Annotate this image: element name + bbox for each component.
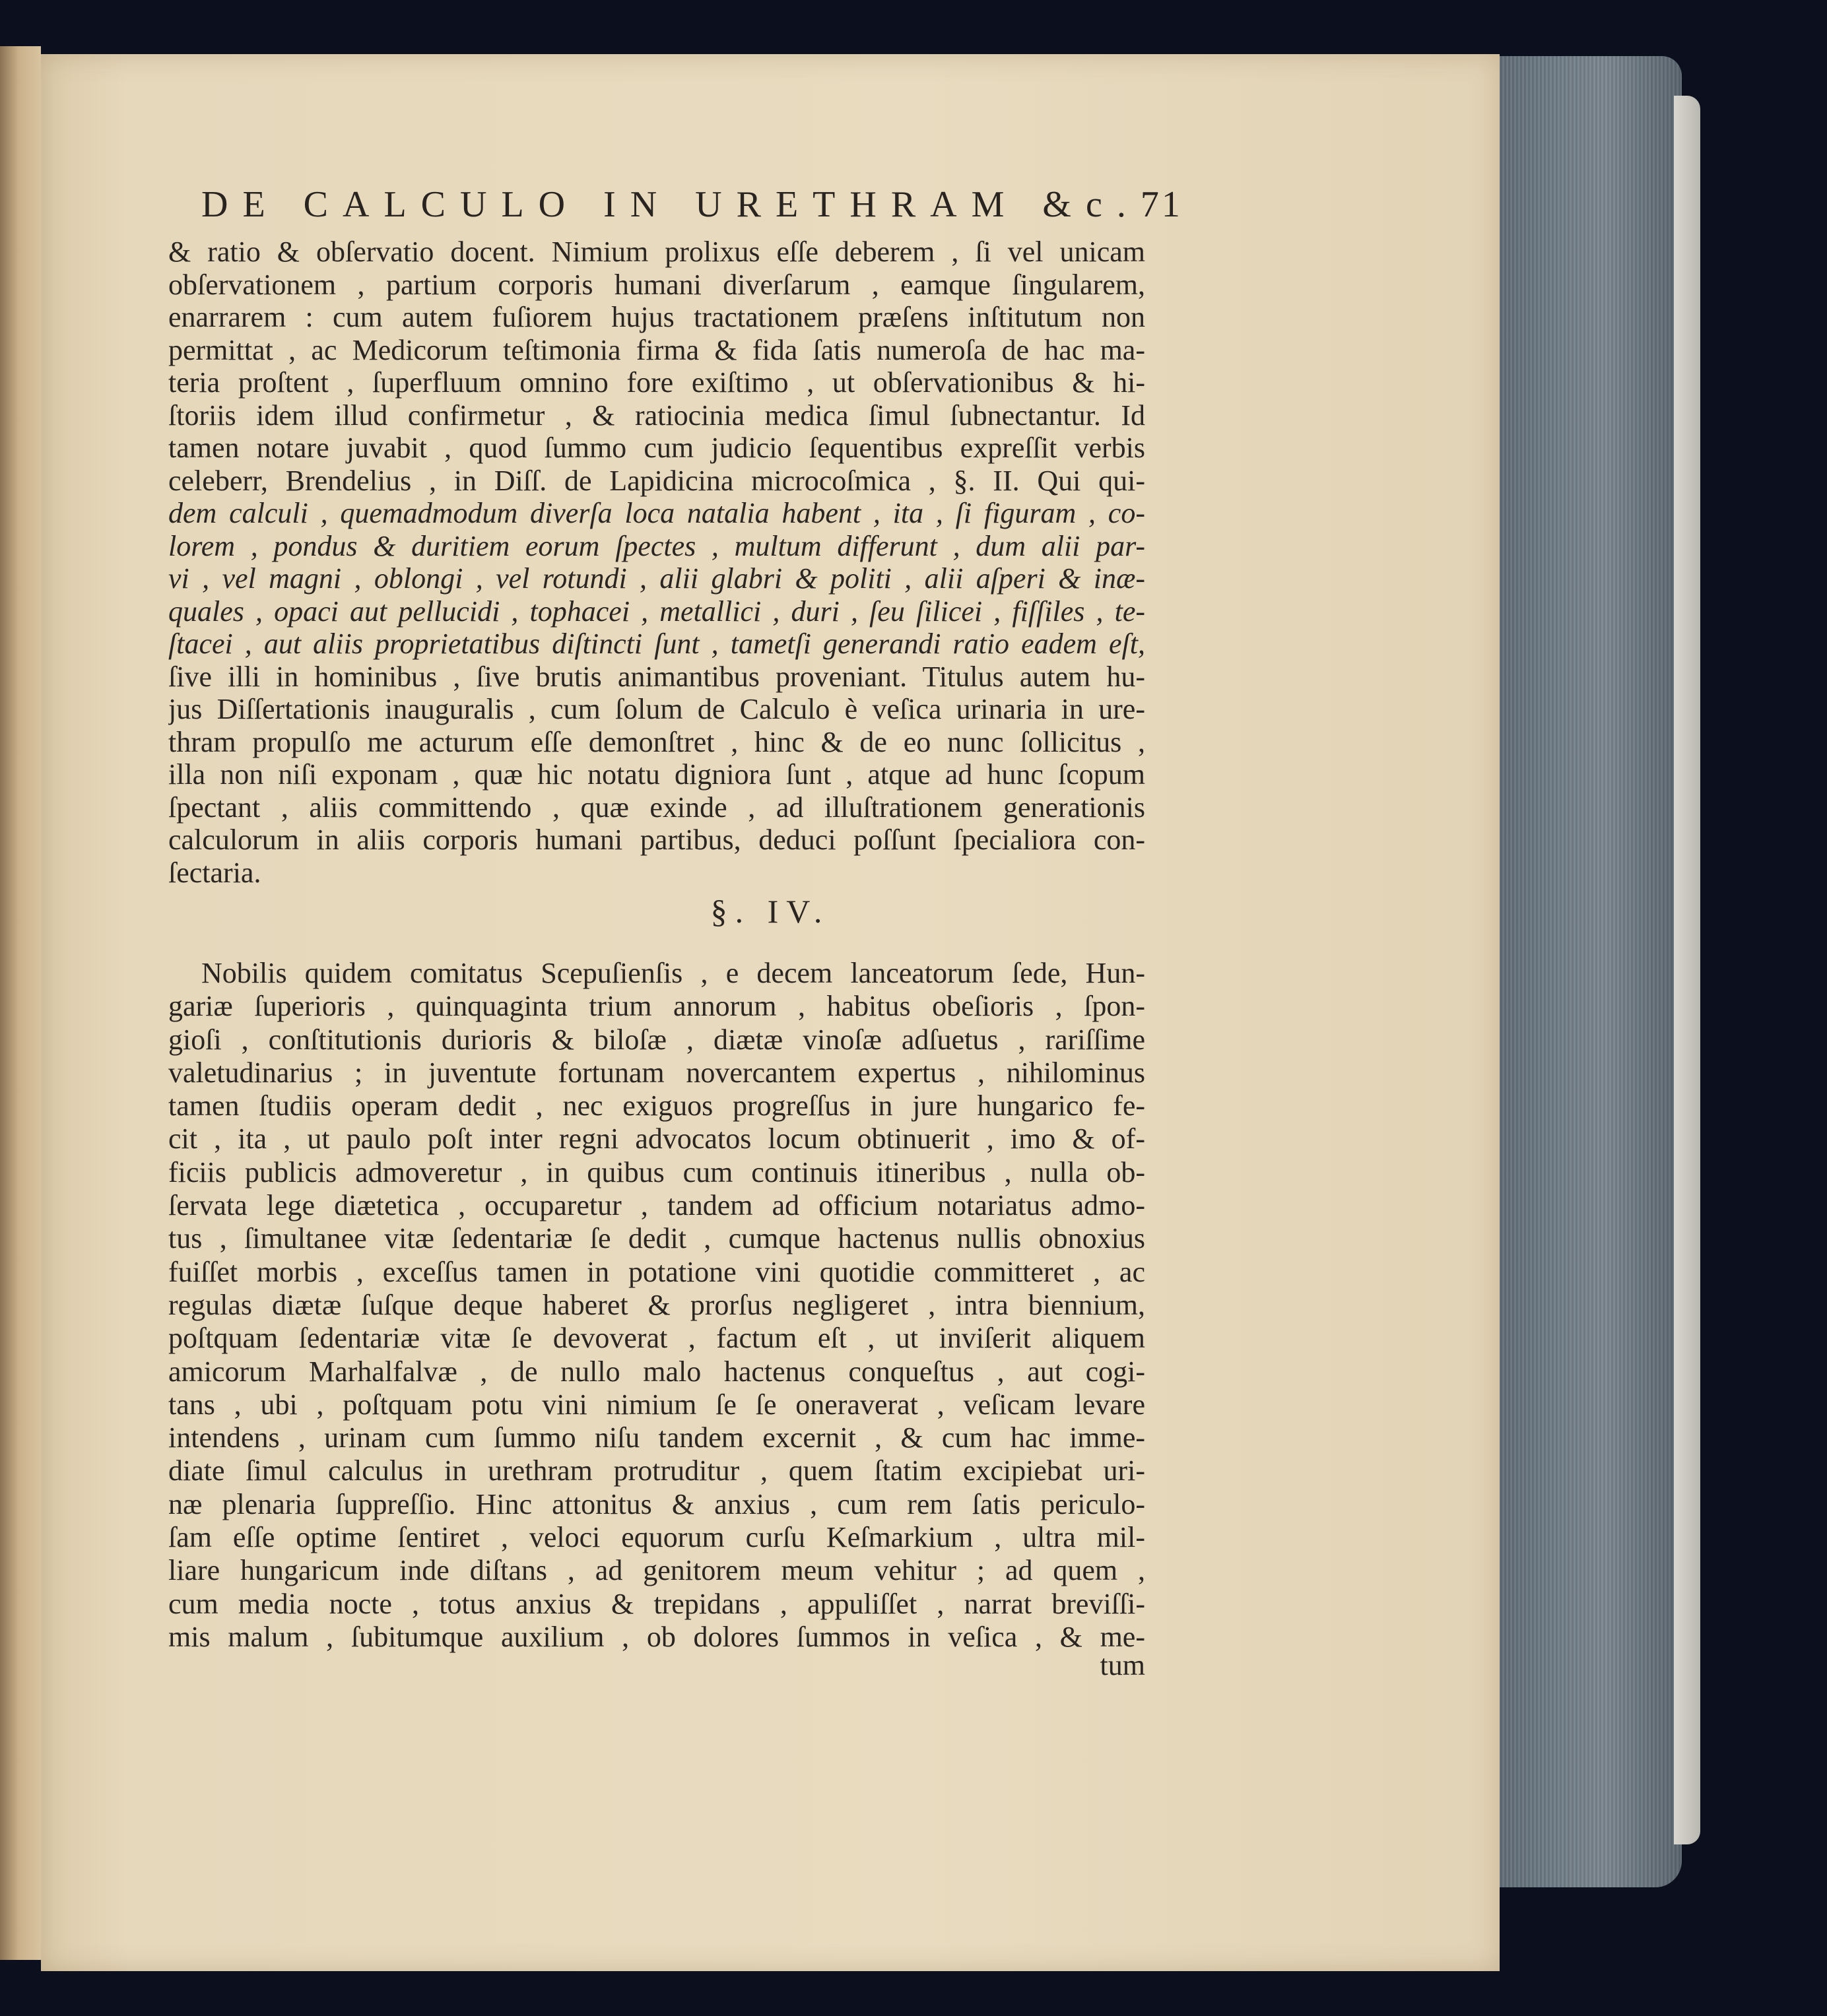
text-line: næ plenaria ſuppreſſio. Hinc attonitus & anxius , cum rem ſatis periculo-	[168, 1487, 1145, 1520]
catchword: tum	[1100, 1649, 1145, 1681]
text-line: poſtquam ſedentariæ vitæ ſe devoverat , factum eſt , ut inviſerit aliquem	[168, 1322, 1145, 1355]
text-line: intendens , urinam cum ſummo niſu tandem excernit , & cum hac imme-	[168, 1421, 1145, 1454]
text-line: vi , vel magni , oblongi , vel rotundi , alii glabri & politi , alii aſperi & inæ-	[168, 562, 1145, 595]
text-line: valetudinarius ; in juventute fortunam novercantem expertus , nihilominus	[168, 1056, 1145, 1089]
running-header	[201, 183, 1183, 230]
text-line: ſtoriis idem illud confirmetur , & ratiocinia medica ſimul ſubnectantur. Id	[168, 399, 1145, 432]
text-line: calculorum in aliis corporis humani partibus, deduci poſſunt ſpecialiora con-	[168, 824, 1145, 856]
text-line: gariæ ſuperioris , quinquaginta trium annorum , habitus obeſioris , ſpon-	[168, 990, 1145, 1023]
paragraph-2	[168, 957, 1145, 1654]
text-line: thram propulſo me acturum eſſe demonſtret , hinc & de eo nunc ſollicitus ,	[168, 725, 1145, 758]
text-line: fuiſſet morbis , exceſſus tamen in potatione vini quotidie committeret , ac	[168, 1255, 1145, 1288]
text-line: mis malum , ſubitumque auxilium , ob dolores ſummos in veſica , & me-	[168, 1620, 1145, 1653]
text-line: liare hungaricum inde diſtans , ad genitorem meum vehitur ; ad quem ,	[168, 1554, 1145, 1587]
text-line: ſive illi in hominibus , ſive brutis animantibus proveniant. Titulus autem hu-	[168, 660, 1145, 693]
text-line: amicorum Marhalfalvæ , de nullo malo hactenus conqueſtus , aut cogi-	[168, 1355, 1145, 1388]
text-line: Nobilis quidem comitatus Scepuſienſis , e decem lanceatorum ſede, Hun-	[201, 957, 1145, 989]
text-line: regulas diætæ ſuſque deque haberet & prorſus negligeret , intra biennium,	[168, 1288, 1145, 1321]
text-line: ſam eſſe optime ſentiret , veloci equorum curſu Keſmarkium , ultra mil-	[168, 1521, 1145, 1554]
section-heading: §. IV.	[710, 893, 830, 930]
previous-page-edge	[0, 46, 41, 1960]
text-line: obſervationem , partium corporis humani diverſarum , eamque ſingularem,	[168, 268, 1145, 301]
paragraph-1	[168, 236, 1145, 889]
text-line: ſpectant , aliis committendo , quæ exinde , ad illuſtrationem generationis	[168, 791, 1145, 824]
text-line: illa non niſi exponam , quæ hic notatu digniora ſunt , atque ad hunc ſcopum	[168, 758, 1145, 791]
text-line: quales , opaci aut pellucidi , tophacei , metallici , duri , ſeu ſilicei , fiſſiles , te-	[168, 595, 1145, 628]
page-number: 71	[1140, 184, 1183, 225]
text-line: permittat , ac Medicorum teſtimonia firma & fida ſatis numeroſa de hac ma-	[168, 333, 1145, 366]
text-line: cit , ita , ut paulo poſt inter regni advocatos locum obtinuerit , imo & of-	[168, 1122, 1145, 1155]
text-line: celeberr, Brendelius , in Diſſ. de Lapidicina microcoſmica , §. II. Qui qui-	[168, 464, 1145, 497]
text-line: diate ſimul calculus in urethram protruditur , quem ſtatim excipiebat uri-	[168, 1454, 1145, 1487]
text-line: cum media nocte , totus anxius & trepidans , appuliſſet , narrat breviſſi-	[168, 1587, 1145, 1620]
text-line: lorem , pondus & duritiem eorum ſpectes , multum differunt , dum alii par-	[168, 529, 1145, 562]
text-line: jus Diſſertationis inauguralis , cum ſolum de Calculo è veſica urinaria in ure-	[168, 693, 1145, 725]
running-title: DE CALCULO IN URETHRAM &c.	[201, 184, 1141, 225]
text-line: ſervata lege diætetica , occuparetur , tandem ad officium notariatus admo-	[168, 1189, 1145, 1222]
text-line: ſectaria.	[168, 856, 261, 889]
text-line: enarrarem : cum autem fuſiorem hujus tractationem præſens inſtitutum non	[168, 301, 1145, 333]
text-line: tus , ſimultanee vitæ ſedentariæ ſe dedit , cumque hactenus nullis obnoxius	[168, 1222, 1145, 1255]
text-line: dem calculi , quemadmodum diverſa loca natalia habent , ita , ſi figuram , co-	[168, 497, 1145, 529]
text-line: ficiis publicis admoveretur , in quibus cum continuis itineribus , nulla ob-	[168, 1155, 1145, 1188]
text-line: teria proſtent , ſuperfluum omnino fore exiſtimo , ut obſervationibus & hi-	[168, 366, 1145, 399]
text-line: tamen ſtudiis operam dedit , nec exiguos progreſſus in jure hungarico fe-	[168, 1089, 1145, 1122]
text-line: tamen notare juvabit , quod ſummo cum judicio ſequentibus expreſſit verbis	[168, 432, 1145, 464]
page-block-edge	[1490, 56, 1682, 1887]
text-line: & ratio & obſervatio docent. Nimium prolixus eſſe deberem , ſi vel unicam	[168, 236, 1145, 268]
text-line: gioſi , conſtitutionis durioris & biloſæ , diætæ vinoſæ adſuetus , rariſſime	[168, 1023, 1145, 1056]
text-line: ſtacei , aut aliis proprietatibus diſtincti ſunt , tametſi generandi ratio eadem eſt,	[168, 628, 1145, 660]
text-line: tans , ubi , poſtquam potu vini nimium ſe ſe oneraverat , veſicam levare	[168, 1388, 1145, 1421]
